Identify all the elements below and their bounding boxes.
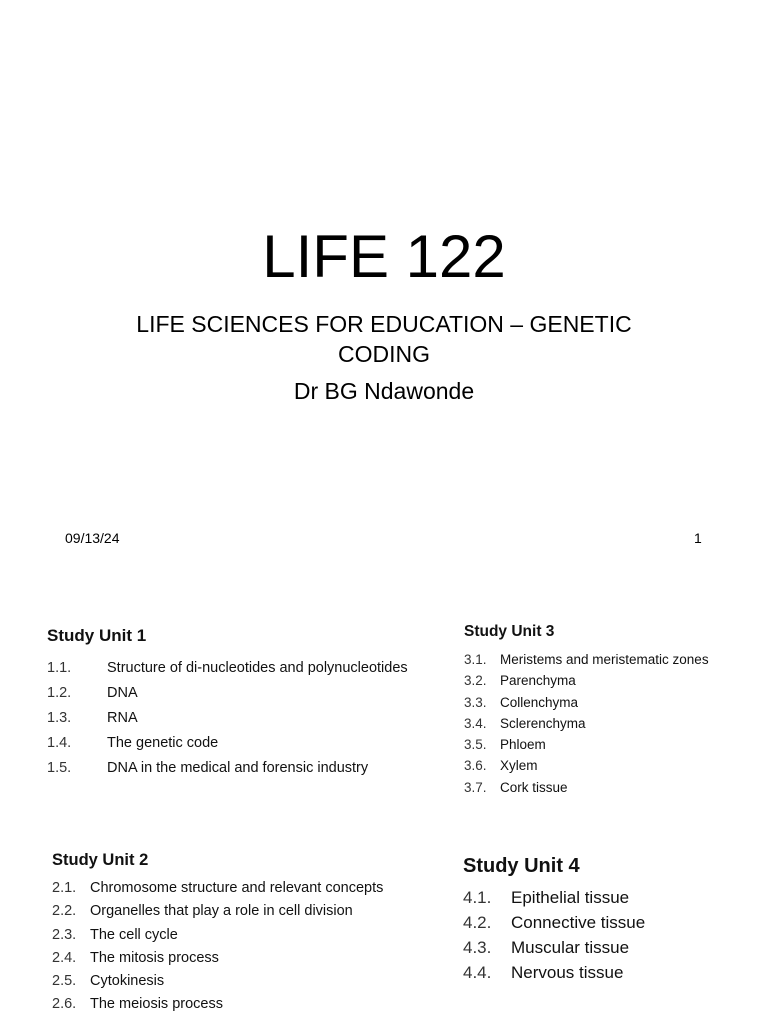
item-number: 1.2. (47, 685, 72, 701)
list-item (464, 777, 709, 798)
list-item (463, 960, 645, 985)
item-text: Cork tissue (500, 779, 568, 795)
item-text: Structure of di-nucleotides and polynucleotides (107, 660, 408, 676)
list-item (52, 900, 383, 923)
item-text: The mitosis process (90, 949, 219, 966)
list-item (52, 970, 383, 993)
list-item (52, 877, 383, 900)
list-item (463, 885, 645, 910)
study-unit-list (464, 649, 709, 798)
list-item (52, 924, 383, 947)
item-number: 2.2. (52, 903, 77, 920)
list-item (52, 993, 383, 1016)
course-subtitle: LIFE SCIENCES FOR EDUCATION – GENETIC CODING (136, 311, 632, 367)
list-item (464, 692, 709, 713)
item-number: 3.7. (464, 779, 487, 795)
item-text: Phloem (500, 737, 546, 753)
item-text: Nervous tissue (511, 963, 624, 982)
item-number: 1.1. (47, 660, 72, 676)
item-number: 2.1. (52, 880, 77, 896)
list-item (47, 731, 408, 756)
item-number: 3.1. (464, 652, 487, 667)
list-item (47, 706, 408, 731)
item-text: Chromosome structure and relevant concepts (90, 880, 384, 896)
list-item (464, 713, 709, 734)
item-text: Cytokinesis (90, 973, 165, 990)
item-number: 4.1. (463, 888, 492, 907)
study-unit-heading: Study Unit 2 (52, 851, 149, 869)
item-text: Parenchyma (500, 673, 576, 689)
author-name: Dr BG Ndawonde (293, 378, 475, 404)
item-number: 4.2. (463, 913, 492, 932)
list-item (47, 756, 408, 781)
list-item (47, 656, 408, 681)
item-text: Sclerenchyma (500, 715, 586, 731)
item-text: Organelles that play a role in cell division (90, 903, 353, 920)
study-unit-1 (47, 624, 408, 781)
list-item (464, 755, 709, 776)
list-item (464, 649, 709, 670)
item-text: Collenchyma (500, 694, 579, 710)
item-number: 3.2. (464, 673, 487, 689)
list-item (52, 947, 383, 970)
study-unit-list (52, 877, 383, 1017)
item-number: 3.6. (464, 758, 487, 774)
study-unit-list (463, 885, 645, 985)
item-text: Epithelial tissue (511, 888, 630, 907)
item-text: DNA (107, 685, 138, 701)
item-number: 2.5. (52, 973, 77, 990)
item-text: The meiosis process (90, 996, 223, 1013)
study-unit-list (47, 656, 408, 781)
item-text: RNA (107, 710, 138, 726)
list-item (463, 910, 645, 935)
item-number: 1.4. (47, 735, 72, 751)
item-text: Xylem (500, 758, 538, 774)
study-unit-heading: Study Unit 4 (463, 855, 580, 877)
item-number: 1.5. (47, 760, 72, 776)
item-text: Meristems and meristematic zones (500, 652, 709, 667)
study-unit-4 (463, 852, 645, 985)
item-text: The cell cycle (90, 926, 178, 943)
slide-page-number: 1 (694, 530, 702, 546)
item-number: 2.6. (52, 996, 77, 1013)
study-unit-heading: Study Unit 1 (47, 626, 147, 645)
slide-date: 09/13/24 (65, 530, 120, 546)
item-number: 3.3. (464, 694, 487, 710)
item-number: 2.4. (52, 949, 77, 966)
item-number: 2.3. (52, 926, 77, 943)
item-text: The genetic code (107, 735, 219, 751)
course-code-title: LIFE 122 (262, 223, 506, 290)
item-number: 4.4. (463, 963, 492, 982)
item-number: 3.4. (464, 715, 487, 731)
study-unit-3 (464, 621, 709, 798)
item-number: 4.3. (463, 938, 492, 957)
item-number: 1.3. (47, 710, 72, 726)
list-item (463, 935, 645, 960)
list-item (464, 734, 709, 755)
study-unit-heading: Study Unit 3 (464, 623, 555, 640)
item-text: Connective tissue (511, 913, 646, 932)
list-item (464, 670, 709, 691)
item-text: DNA in the medical and forensic industry (107, 760, 369, 776)
item-text: Muscular tissue (511, 938, 630, 957)
list-item (47, 681, 408, 706)
study-unit-2 (52, 848, 383, 1017)
item-number: 3.5. (464, 737, 487, 753)
